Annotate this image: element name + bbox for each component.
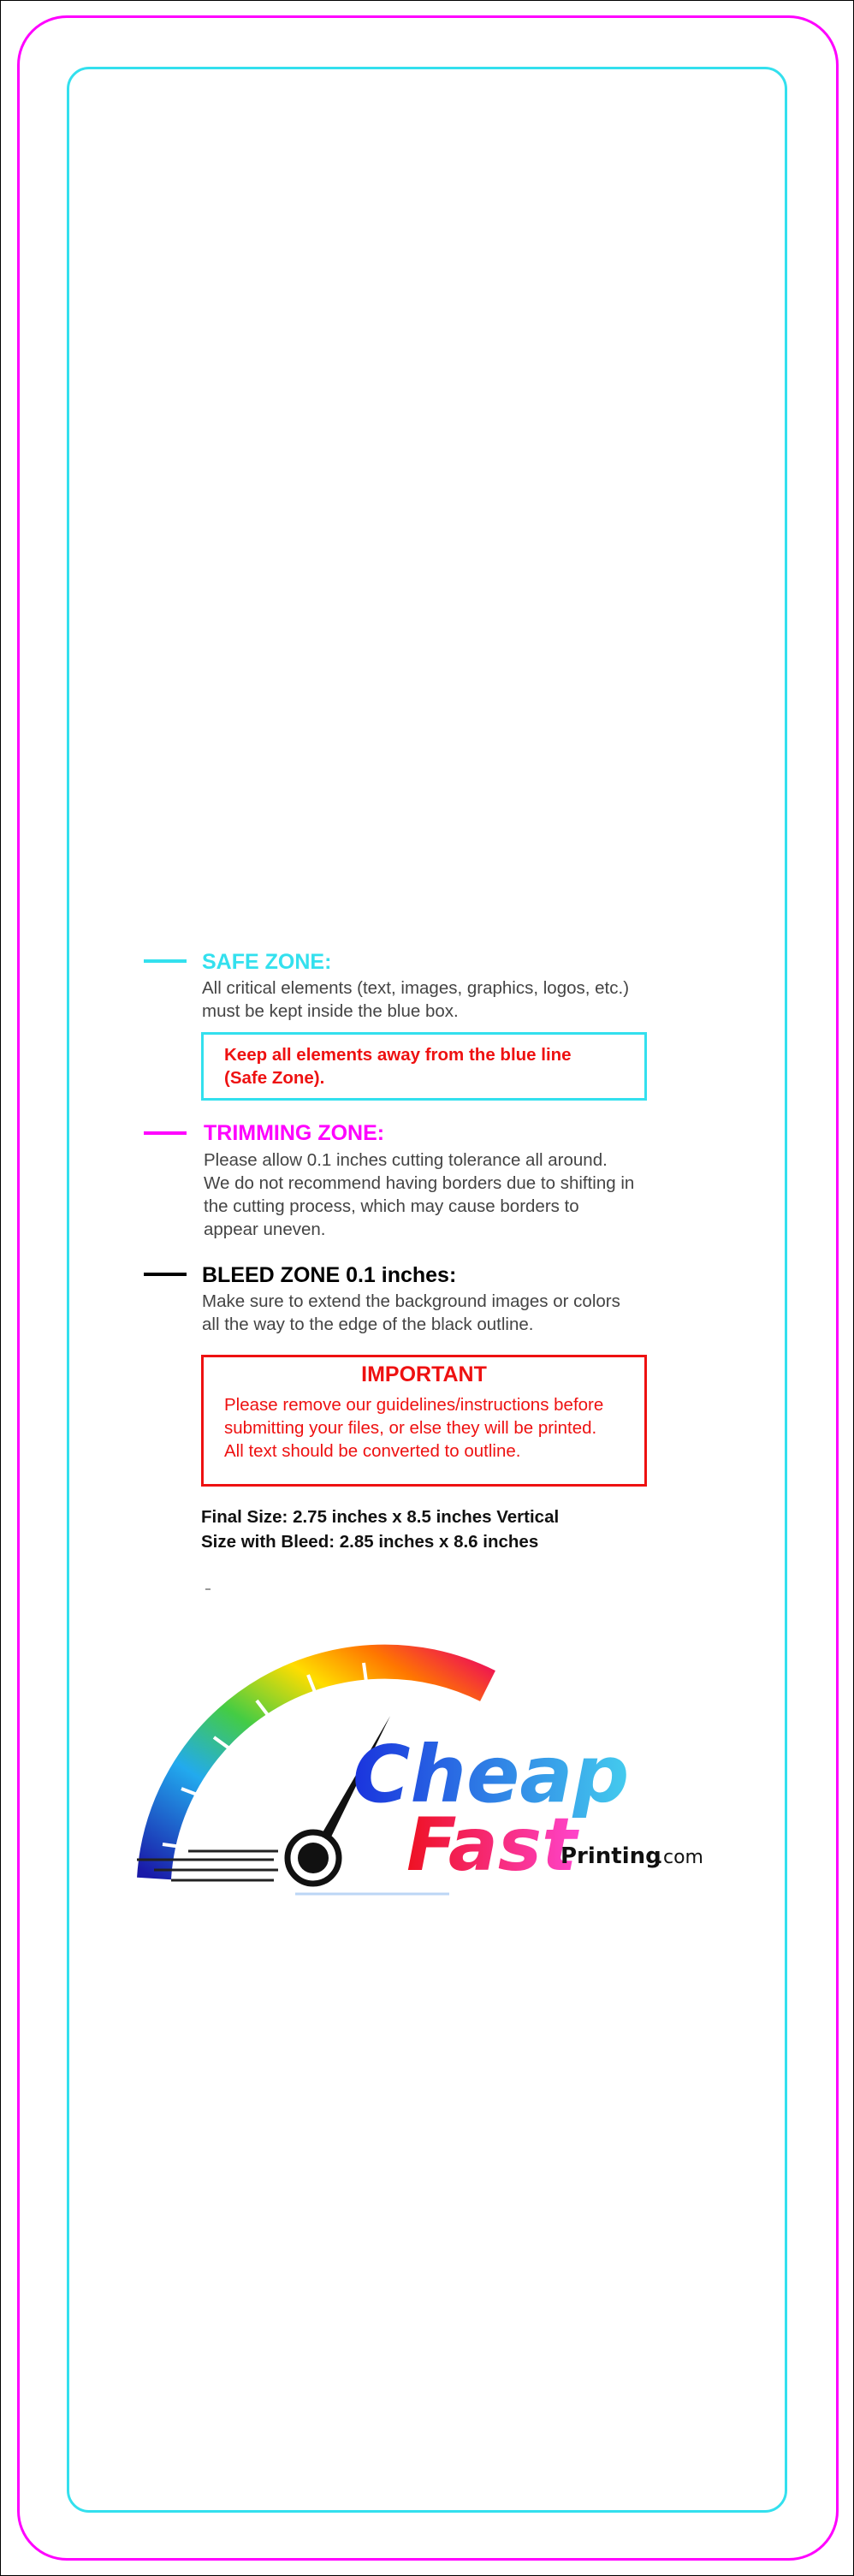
important-line: submitting your files, or else they will be printed.	[224, 1418, 597, 1438]
important-line: Please remove our guidelines/instructions before	[224, 1395, 604, 1415]
safe-zone-callout-line: (Safe Zone).	[224, 1068, 325, 1088]
final-size: Final Size: 2.75 inches x 8.5 inches Vertical	[201, 1507, 560, 1527]
logo-domain-suffix: .com	[657, 1847, 703, 1868]
safe-zone-description-line: must be kept inside the blue box.	[202, 1001, 459, 1021]
trimming-zone-description-line: Please allow 0.1 inches cutting tolerance all around.	[204, 1150, 608, 1170]
trimming-zone-description-line: appear uneven.	[204, 1220, 326, 1239]
trimming-zone-legend-dash	[144, 1131, 187, 1135]
safe-zone-callout	[201, 1032, 647, 1101]
safe-zone-legend-dash	[144, 959, 187, 963]
bleed-zone-legend-dash	[144, 1273, 187, 1276]
important-line: All text should be converted to outline.	[224, 1441, 521, 1461]
trimming-zone-heading: TRIMMING ZONE:	[204, 1121, 385, 1145]
logo-word-printing: Printing	[560, 1843, 661, 1869]
safe-zone-callout-text	[224, 1043, 572, 1089]
size-with-bleed: Size with Bleed: 2.85 inches x 8.6 inches	[201, 1532, 539, 1552]
logo-word-fast: Fast	[406, 1802, 578, 1888]
bleed-zone-description	[202, 1290, 620, 1336]
safe-zone-description-line: All critical elements (text, images, graphics, logos, etc.)	[202, 978, 630, 998]
safe-zone-callout-line: Keep all elements away from the blue line	[224, 1045, 572, 1065]
safe-zone-description	[202, 976, 629, 1023]
bleed-zone-description-line: Make sure to extend the background images or colors	[202, 1291, 620, 1311]
important-title: IMPORTANT	[361, 1362, 487, 1386]
trimming-zone-description-line: the cutting process, which may cause borders to	[204, 1196, 579, 1216]
important-callout	[201, 1355, 647, 1487]
bleed-zone-heading: BLEED ZONE 0.1 inches:	[202, 1263, 457, 1287]
bleed-zone-description-line: all the way to the edge of the black outline.	[202, 1315, 534, 1334]
safe-zone-heading: SAFE ZONE:	[202, 950, 332, 974]
size-info	[201, 1505, 559, 1554]
stray-mark	[205, 1588, 211, 1590]
trimming-zone-description	[204, 1149, 634, 1241]
logo-word-cheap: Cheap	[353, 1729, 630, 1820]
important-text	[224, 1393, 603, 1463]
cheap-fast-printing-logo	[128, 1630, 727, 1904]
trimming-zone-description-line: We do not recommend having borders due to shifting in	[204, 1173, 635, 1193]
